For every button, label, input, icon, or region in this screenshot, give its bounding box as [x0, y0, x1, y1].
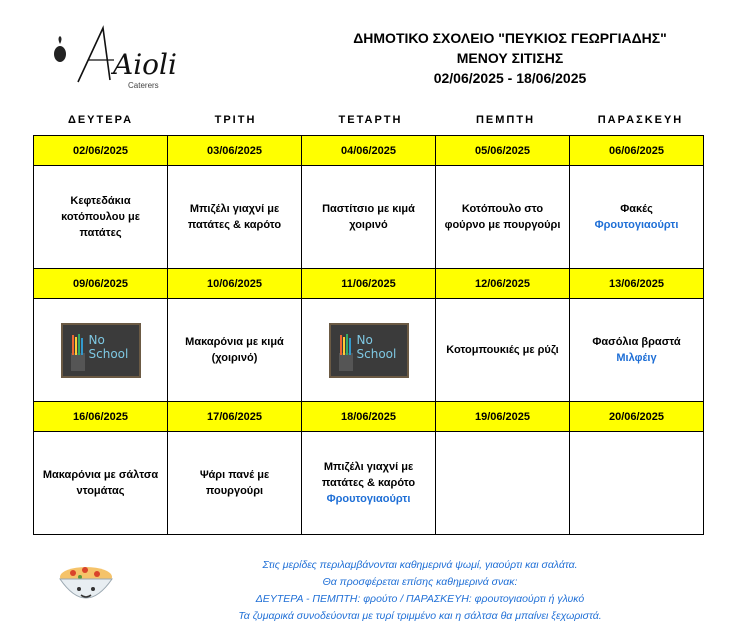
date-cell: 17/06/2025 [168, 402, 302, 432]
date-row [34, 136, 704, 166]
school-name: ΔΗΜΟΤΙΚΟ ΣΧΟΛΕΙΟ "ΠΕΥΚΙΟΣ ΓΕΩΡΓΙΑΔΗΣ" [353, 30, 667, 46]
meal-cell [302, 432, 436, 535]
pencil-cup-icon [337, 333, 355, 371]
no-school-text: No School [356, 332, 397, 361]
date-cell: 06/06/2025 [570, 136, 704, 166]
menu-title: ΜΕΝΟΥ ΣΙΤΙΣΗΣ [456, 50, 564, 66]
date-cell: 05/06/2025 [436, 136, 570, 166]
date-cell: 13/06/2025 [570, 269, 704, 299]
meal-cell [436, 299, 570, 402]
aioli-logo [48, 22, 188, 92]
meal-cell [570, 432, 704, 535]
meal-text: Ψάρι πανέ με πουργούρι [199, 469, 270, 497]
menu-table [33, 135, 704, 535]
date-cell: 20/06/2025 [570, 402, 704, 432]
footer-line: Στις μερίδες περιλαμβάνονται καθημερινά ψωμί, γιαούρτι και σαλάτα. [262, 559, 578, 571]
dessert-text: Φρουτογιαούρτι [594, 219, 679, 231]
day-monday: ΔΕΥΤΕΡΑ [67, 114, 134, 126]
date-cell: 09/06/2025 [34, 269, 168, 299]
date-cell: 18/06/2025 [302, 402, 436, 432]
meal-row [34, 432, 704, 535]
dessert-text: Μιλφέιγ [616, 352, 657, 364]
meal-text: Μπιζέλι γιαχνί με πατάτες & καρότο [187, 203, 282, 231]
date-row [34, 402, 704, 432]
day-tuesday: ΤΡΙΤΗ [214, 114, 257, 126]
no-school-image [61, 323, 141, 378]
meal-row [34, 166, 704, 269]
date-cell: 16/06/2025 [34, 402, 168, 432]
date-cell: 11/06/2025 [302, 269, 436, 299]
no-school-text: No School [88, 332, 129, 361]
day-headers [33, 114, 709, 126]
meal-cell [168, 166, 302, 269]
footer-notes [150, 557, 690, 625]
pencil-cup-icon [69, 333, 87, 371]
meal-cell [436, 432, 570, 535]
meal-cell [302, 299, 436, 402]
meal-text: Κοτόπουλο στο φούρνο με πουργούρι [444, 203, 561, 231]
meal-text: Παστίτσιο με κιμά χοιρινό [322, 203, 415, 231]
footer-line: Θα προσφέρεται επίσης καθημερινά σνακ: [322, 576, 518, 588]
date-cell: 03/06/2025 [168, 136, 302, 166]
logo-sub-text: Caterers [128, 81, 159, 90]
meal-cell [34, 299, 168, 402]
meal-cell [570, 299, 704, 402]
date-cell: 19/06/2025 [436, 402, 570, 432]
date-range: 02/06/2025 - 18/06/2025 [433, 70, 587, 86]
meal-row [34, 299, 704, 402]
pasta-bowl-icon [55, 555, 117, 611]
meal-cell [168, 432, 302, 535]
date-cell: 02/06/2025 [34, 136, 168, 166]
meal-text: Φασόλια βραστά [592, 336, 681, 348]
meal-cell [34, 432, 168, 535]
meal-text: Μακαρόνια με σάλτσα ντομάτας [42, 469, 159, 497]
meal-cell [34, 166, 168, 269]
date-cell: 12/06/2025 [436, 269, 570, 299]
date-row [34, 269, 704, 299]
footer-line: ΔΕΥΤΕΡΑ - ΠΕΜΠΤΗ: φρούτο / ΠΑΡΑΣΚΕΥΗ: φρουτογιαούρτι ή γλυκό [255, 593, 585, 605]
meal-text: Φακές [620, 203, 653, 215]
meal-cell [570, 166, 704, 269]
page-title [300, 28, 720, 88]
footer-line: Τα ζυμαρικά συνοδεύονται με τυρί τριμμένο και η σάλτσα θα μπαίνει ξεχωριστά. [238, 610, 602, 622]
meal-text: Μπιζέλι γιαχνί με πατάτες & καρότο [321, 461, 416, 489]
meal-cell [168, 299, 302, 402]
day-friday: ΠΑΡΑΣΚΕΥΗ [597, 114, 684, 126]
no-school-image [329, 323, 409, 378]
meal-cell [436, 166, 570, 269]
meal-cell [302, 166, 436, 269]
date-cell: 10/06/2025 [168, 269, 302, 299]
meal-text: Μακαρόνια με κιμά (χοιρινό) [185, 336, 284, 364]
day-wednesday: ΤΕΤΑΡΤΗ [338, 114, 403, 126]
day-thursday: ΠΕΜΠΤΗ [475, 114, 536, 126]
meal-text: Κεφτεδάκια κοτόπουλου με πατάτες [61, 195, 140, 239]
meal-text: Κοτομπουκιές με ρύζι [446, 344, 559, 356]
logo-brand-text: Aioli [113, 48, 177, 81]
dessert-text: Φρουτογιαούρτι [326, 493, 411, 505]
date-cell: 04/06/2025 [302, 136, 436, 166]
